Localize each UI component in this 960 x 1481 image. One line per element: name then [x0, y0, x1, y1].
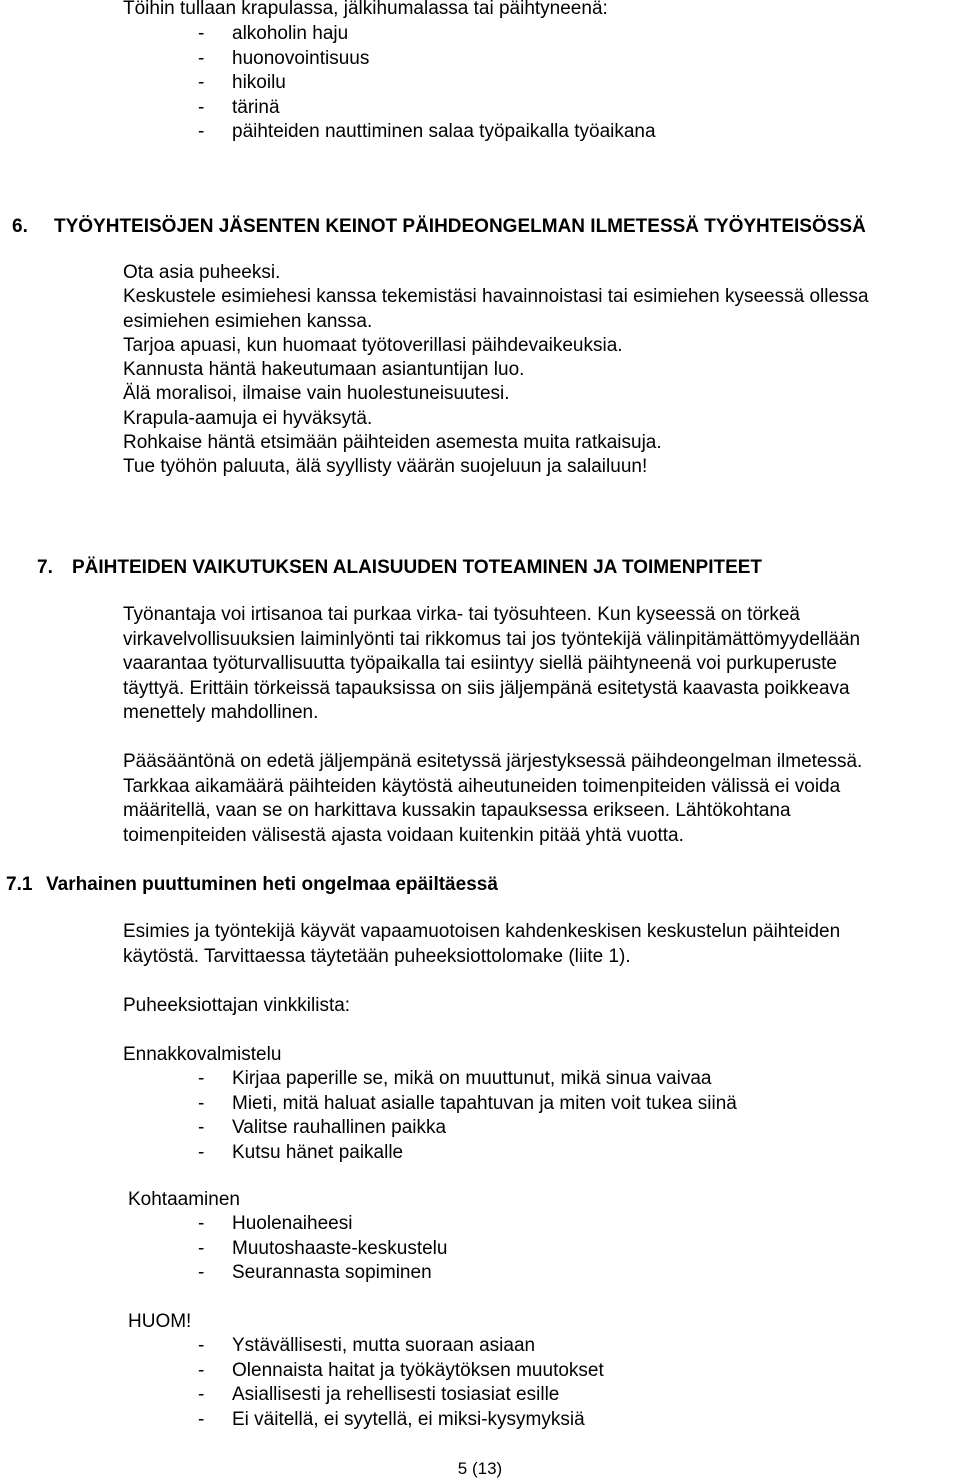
list-item: - päihteiden nauttiminen salaa työpaikalla työaikana [198, 121, 656, 142]
list-item: - Muutoshaaste-keskustelu [198, 1237, 448, 1259]
checklist-label: Puheeksiottajan vinkkilista: [123, 995, 351, 1016]
text-line: Rohkaise häntä etsimään päihteiden asemesta muita ratkaisuja. [123, 432, 662, 454]
group-label-note: HUOM! [128, 1311, 192, 1332]
list-item: - hikoilu [198, 72, 286, 93]
list-item: - Asiallisesti ja rehellisesti tosiasiat esille [198, 1384, 560, 1405]
list-item: - huonovointisuus [198, 47, 370, 69]
text-line: käytöstä. Tarvittaessa täytetään puheeksiottolomake (liite 1). [123, 945, 631, 967]
note-list [198, 1334, 604, 1432]
list-item: - Kirjaa paperille se, mikä on muuttunut, mikä sinua vaivaa [198, 1068, 712, 1089]
text-line: Tue työhön paluuta, älä syyllisty väärän suojeluun ja salailuun! [123, 456, 648, 478]
list-item: - alkoholin haju [198, 23, 349, 44]
section-7-heading [37, 556, 762, 580]
encounter-list [198, 1212, 447, 1286]
text-line: esimiehen esimiehen kanssa. [123, 310, 373, 332]
list-item: - Olennaista haitat ja työkäytöksen muutokset [198, 1359, 604, 1381]
text-line: vaarantaa työturvallisuutta työpaikalla tai esiintyy siellä päihtyneenä voi purkuperuste [123, 653, 837, 674]
list-item: - tärinä [198, 96, 280, 118]
text-line: Kannusta häntä hakeutumaan asiantuntijan luo. [123, 359, 525, 381]
list-item: - Ystävällisesti, mutta suoraan asiaan [198, 1335, 536, 1356]
text-line: menettely mahdollinen. [123, 702, 319, 723]
list-item: - Huolenaiheesi [198, 1213, 353, 1234]
section-title: TYÖYHTEISÖJEN JÄSENTEN KEINOT PÄIHDEONGELMAN ILMETESSÄ TYÖYHTEISÖSSÄ [54, 216, 866, 237]
section-6-heading [12, 215, 866, 239]
text-line: Tarjoa apuasi, kun huomaat työtoverillasi päihdevaikeuksia. [123, 334, 623, 356]
section-number: 7. [37, 557, 53, 578]
section-7-1-heading [6, 873, 498, 897]
text-line: Älä moralisoi, ilmaise vain huolestuneisuutesi. [123, 383, 510, 405]
text-line: määritellä, vaan se on harkittava kussakin tapauksessa erikseen. Lähtökohtana [123, 800, 791, 821]
section-7-1-paragraph [123, 920, 840, 969]
section-title: Varhainen puuttuminen heti ongelmaa epäiltäessä [46, 874, 498, 895]
text-line: Pääsääntönä on edetä jäljempänä esitetyssä järjestyksessä päihdeongelman ilmetessä. [123, 751, 863, 772]
section-number: 7.1 [6, 874, 33, 895]
section-title: PÄIHTEIDEN VAIKUTUKSEN ALAISUUDEN TOTEAMINEN JA TOIMENPITEET [72, 557, 763, 578]
text-line: Työnantaja voi irtisanoa tai purkaa virka- tai työsuhteen. Kun kyseessä on törkeä [123, 604, 800, 625]
list-item: - Seurannasta sopiminen [198, 1262, 432, 1283]
text-line: Krapula-aamuja ei hyväksytä. [123, 407, 373, 429]
preparation-list [198, 1067, 737, 1165]
text-line: Keskustele esimiehesi kanssa tekemistäsi havainnoistasi tai esimiehen kyseessä ollessa [123, 286, 869, 308]
group-label-encounter: Kohtaaminen [128, 1189, 240, 1210]
section-number: 6. [12, 216, 28, 237]
list-item: - Valitse rauhallinen paikka [198, 1117, 447, 1138]
list-item: - Ei väitellä, ei syytellä, ei miksi-kysymyksiä [198, 1408, 585, 1430]
list-item: - Mieti, mitä haluat asialle tapahtuvan ja miten voit tukea siinä [198, 1092, 737, 1114]
text-line: Ota asia puheeksi. [123, 262, 281, 283]
list-item: - Kutsu hänet paikalle [198, 1141, 404, 1163]
group-label-preparation: Ennakkovalmistelu [123, 1044, 282, 1065]
text-line: täyttyä. Erittäin törkeissä tapauksissa on siis jäljempänä esitetystä kaavasta poikkeava [123, 677, 850, 699]
page-number: 5 (13) [457, 1459, 503, 1478]
text-line: Esimies ja työntekijä käyvät vapaamuotoisen kahdenkeskisen keskustelun päihteiden [123, 921, 841, 942]
intro-list [198, 22, 656, 145]
section-7-paragraph-1 [123, 603, 860, 726]
text-line: Tarkkaa aikamäärä päihteiden käytöstä aiheutuneiden toimenpiteiden välissä ei voida [123, 775, 841, 797]
text-line: toimenpiteiden välisestä ajasta voidaan kuitenkin pitää yhtä vuotta. [123, 824, 684, 846]
intro-line: Töihin tullaan krapulassa, jälkihumalassa tai päihtyneenä: [123, 0, 608, 19]
section-7-paragraph-2 [123, 750, 862, 848]
text-line: virkavelvollisuuksien laiminlyönti tai rikkomus tai jos työntekijä välinpitämättömyydellään [123, 628, 861, 650]
section-6-body [123, 261, 869, 480]
